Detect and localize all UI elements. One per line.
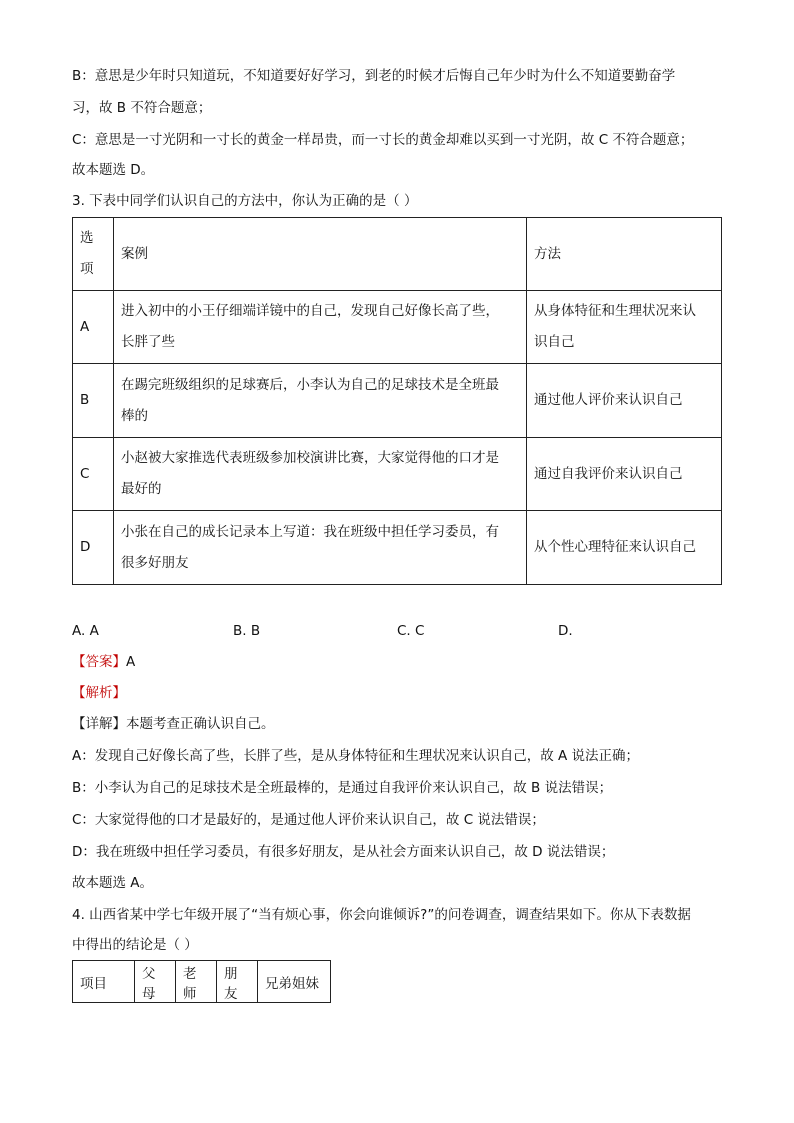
row-option: B — [73, 364, 114, 438]
explain-c: C：大家觉得他的口才是最好的，是通过他人评价来认识自己，故 C 说法错误； — [72, 812, 545, 828]
q4-header-teacher: 老师 — [176, 961, 217, 1003]
q4-header-parents: 父母 — [135, 961, 176, 1003]
prev-b-line2: 习，故 B 不符合题意； — [72, 100, 212, 116]
header-method: 方法 — [527, 218, 722, 291]
table-row — [73, 364, 722, 438]
row-case: 进入初中的小王仔细端详镜中的自己，发现自己好像长高了些， 长胖了些 — [114, 291, 527, 364]
table-row — [73, 438, 722, 511]
row-case: 小赵被大家推选代表班级参加校演讲比赛，大家觉得他的口才是 最好的 — [114, 438, 527, 511]
prev-c-line: C：意思是一寸光阴和一寸长的黄金一样昂贵，而一寸长的黄金却难以买到一寸光阴，故 C 不符合题意； — [72, 132, 694, 148]
row-option: A — [73, 291, 114, 364]
row-method: 通过自我评价来认识自己 — [527, 438, 722, 511]
table-row — [73, 511, 722, 585]
q4-header-friends: 朋友 — [217, 961, 258, 1003]
option-c: C. C — [397, 623, 425, 639]
explain-b: B：小李认为自己的足球技术是全班最棒的，是通过自我评价来认识自己，故 B 说法错误； — [72, 780, 613, 796]
q3-options — [72, 621, 722, 641]
option-a: A. A — [72, 623, 99, 639]
detail-line: 【详解】本题考查正确认识自己。 — [72, 716, 275, 732]
answer-line — [72, 652, 135, 672]
analysis-tag: 【解析】 — [72, 685, 126, 701]
row-case: 小张在自己的成长记录本上写道：我在班级中担任学习委员，有 很多好朋友 — [114, 511, 527, 585]
row-method: 从个性心理特征来认识自己 — [527, 511, 722, 585]
q3-table — [72, 217, 722, 585]
header-case: 案例 — [114, 218, 527, 291]
row-method: 通过他人评价来认识自己 — [527, 364, 722, 438]
header-option: 选 项 — [73, 218, 114, 291]
table-row — [73, 291, 722, 364]
table-row — [73, 961, 331, 1003]
table-row — [73, 218, 722, 291]
row-case: 在踢完班级组织的足球赛后，小李认为自己的足球技术是全班最 棒的 — [114, 364, 527, 438]
q4-header-siblings: 兄弟姐妹 — [258, 961, 331, 1003]
q4-stem-line1: 4. 山西省某中学七年级开展了“当有烦心事，你会向谁倾诉?”的问卷调查，调查结果如下。你从下表数据 — [72, 907, 691, 923]
row-method: 从身体特征和生理状况来认 识自己 — [527, 291, 722, 364]
q3-stem: 3. 下表中同学们认识自己的方法中，你认为正确的是（ ） — [72, 193, 418, 209]
q3-conclusion: 故本题选 A。 — [72, 875, 154, 891]
option-b: B. B — [233, 623, 261, 639]
option-d: D. — [558, 623, 573, 639]
row-option: C — [73, 438, 114, 511]
q4-stem-line2: 中得出的结论是（ ） — [72, 937, 198, 953]
q4-table — [72, 960, 331, 1003]
prev-b-line1: B：意思是少年时只知道玩，不知道要好好学习，到老的时候才后悔自己年少时为什么不知道要勤奋学 — [72, 68, 676, 84]
answer-tag: 【答案】 — [72, 654, 126, 670]
q4-header-item: 项目 — [73, 961, 135, 1003]
explain-d: D：我在班级中担任学习委员，有很多好朋友，是从社会方面来认识自己，故 D 说法错误； — [72, 844, 615, 860]
answer-value: A — [126, 654, 136, 670]
explain-a: A：发现自己好像长高了些，长胖了些，是从身体特征和生理状况来认识自己，故 A 说法正确； — [72, 748, 640, 764]
prev-conclusion: 故本题选 D。 — [72, 162, 155, 178]
row-option: D — [73, 511, 114, 585]
